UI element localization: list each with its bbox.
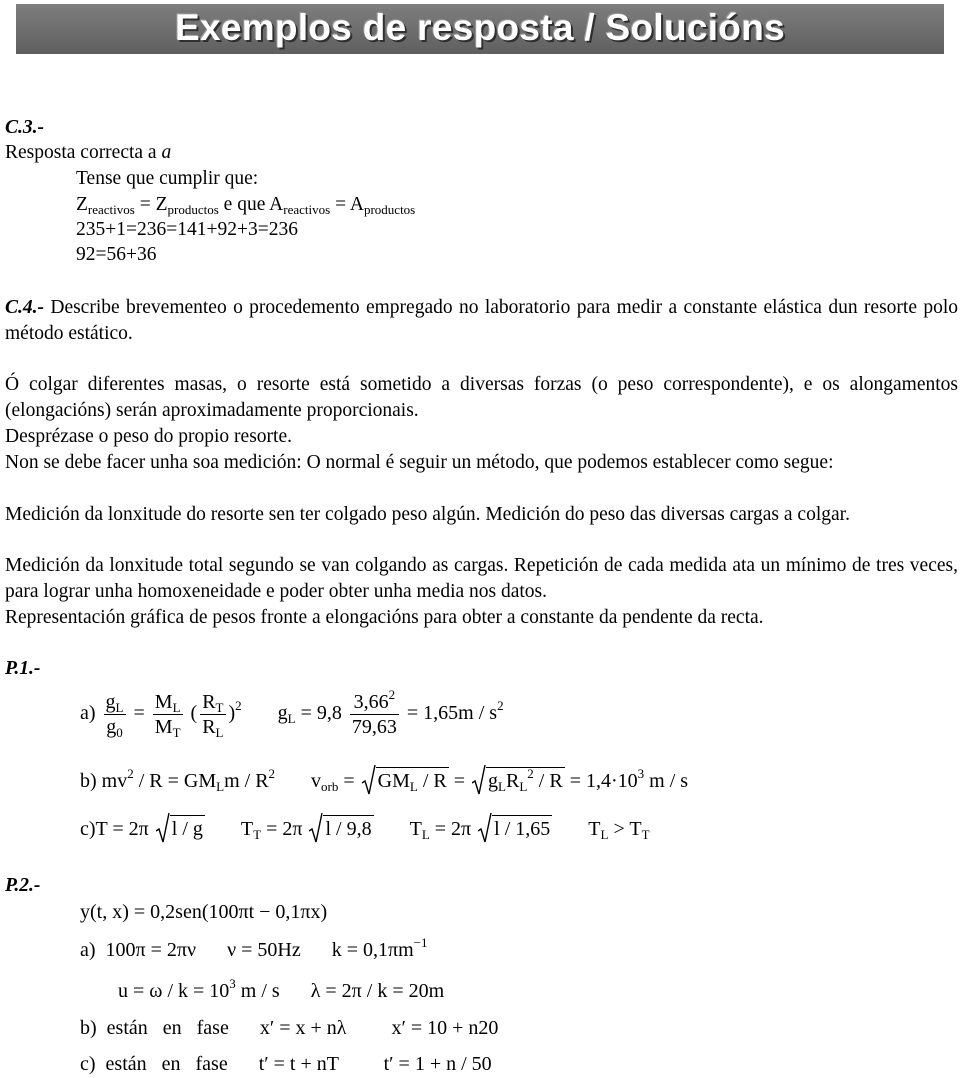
header-banner <box>16 4 944 54</box>
c4-p1: Ó colgar diferentes masas, o resorte está sometido a diversas forzas (o peso correspondente), e os alongamentos (elongacións) serán aproximadamente proporcionais. <box>5 374 958 421</box>
fraction: $\frac{M_L}{M_T}$ <box>154 691 181 740</box>
p2-a-line2: $u = \omega / k = 10^3$ m / s λ = 2π / k = 20m <box>118 976 445 1002</box>
p2-c-line: c) están en fase t′ = t + nT t′ = 1 + n / 50 <box>80 1053 492 1075</box>
c3-line1: Tense que cumplir que: <box>76 168 259 189</box>
section-label-c3: C.3.- <box>5 117 44 138</box>
c3-eq: = <box>139 194 151 215</box>
p1-a-gl: = 9,8 <box>300 702 342 725</box>
p1-a-label: a) <box>80 702 96 725</box>
c3-line3: 235+1=236=141+92+3=236 <box>76 219 298 240</box>
c3-sub: productos <box>167 202 219 217</box>
c4-p2: Desprézase o peso do propio resorte. <box>5 426 292 447</box>
c3-z: Z <box>155 194 168 215</box>
p1-b-equation: b) $mv^2 / R = GM_Lm / R^2$ $v_{orb}$ = $GM_L$ / R = $g_LR_L^2 / R = 1,4\cdot 10^3$ m / s <box>80 766 689 794</box>
sqrt-sign: l / g <box>156 815 205 841</box>
c3-a: A <box>269 194 284 215</box>
p1-b-label: b) <box>80 770 97 792</box>
c3-a: A <box>349 194 364 215</box>
p1-c-label: c) <box>80 818 96 840</box>
c4-question-text: Describe brevementeo o procedemento empregado no laboratorio para medir a constante elástica dun resorte polo método estático. <box>5 297 958 344</box>
c3-answer-letter: a <box>161 142 172 163</box>
sqrt-sign: $GM_L$ / R <box>362 767 449 793</box>
p1-a-result: = 1,65m / s <box>406 702 498 725</box>
c3-conservation <box>76 193 415 217</box>
section-label-p2: P.2.- <box>5 875 41 896</box>
c3-answer-text: Resposta correcta a <box>5 142 162 163</box>
c3-z: Z <box>76 194 88 215</box>
c4-p5: Medición da lonxitude total segundo se van colgando as cargas. Repetición de cada medida ata un mínimo de tres veces, para lograr unha homoxeneidade e poder obter unha media nos datos. <box>5 555 958 602</box>
p2-wave-equation: y(t, x) = 0,2sen(100πt − 0,1πx) <box>80 901 328 923</box>
c3-sub: reactivos <box>283 202 331 217</box>
sqrt-sign: l / 9,8 <box>309 815 373 841</box>
fraction: $\frac{g_L}{g_0}$ <box>105 691 124 740</box>
section-label-p1: P.1.- <box>5 658 41 679</box>
c3-e-que: e que <box>223 194 266 215</box>
fraction: $\frac{3,66^2}{79,63}$ <box>351 687 397 738</box>
c4-p4: Medición da lonxitude do resorte sen ter colgado peso algún. Medición do peso das diversas cargas a colgar. <box>5 504 850 525</box>
c4-p6: Representación gráfica de pesos fronte a elongacións para obter a constante da pendente da recta. <box>5 607 764 628</box>
page-title: Exemplos de resposta / Solucións <box>174 7 785 48</box>
c3-eq: = <box>335 194 347 215</box>
p1-b-result: = 1,4·10 <box>569 770 638 792</box>
c4-question <box>5 295 958 346</box>
p1-c-equation: c)T = 2π l / g $T_T = 2\pi$ l / 9,8 $T_L = 2\pi$ l / 1,65 $T_L > T_T$ <box>80 815 650 841</box>
sqrt-sign: $g_LR_L^2$ / R <box>472 767 565 793</box>
fraction: $\frac{R_T}{R_L}$ <box>202 691 224 740</box>
sqrt-sign: l / 1,65 <box>478 815 552 841</box>
c3-answer <box>5 141 171 165</box>
p1-a-equation: a) $\frac{g_L}{g_0}$ = $\frac{M_L}{M_T}$ ( $\frac{R_T}{R_L}$ )$^2$ $g_L = 9,8$ $\frac{3,66^2}{79,63}$ = $1,65m / s^2$ <box>80 687 504 740</box>
p2-b-line: b) están en fase x′ = x + nλ x′ = 10 + n20 <box>80 1017 499 1039</box>
section-label-c4: C.4.- <box>5 297 44 318</box>
c3-sub: reactivos <box>87 202 135 217</box>
c4-p3: Non se debe facer unha soa medición: O normal é seguir un método, que podemos establecer como segue: <box>5 452 834 473</box>
p2-a-line1: a) 100π = 2πν ν = 50Hz $k = 0,1\pi m^{-1}$ <box>80 935 428 961</box>
c3-sub: productos <box>363 202 416 217</box>
c3-line4: 92=56+36 <box>76 244 157 265</box>
